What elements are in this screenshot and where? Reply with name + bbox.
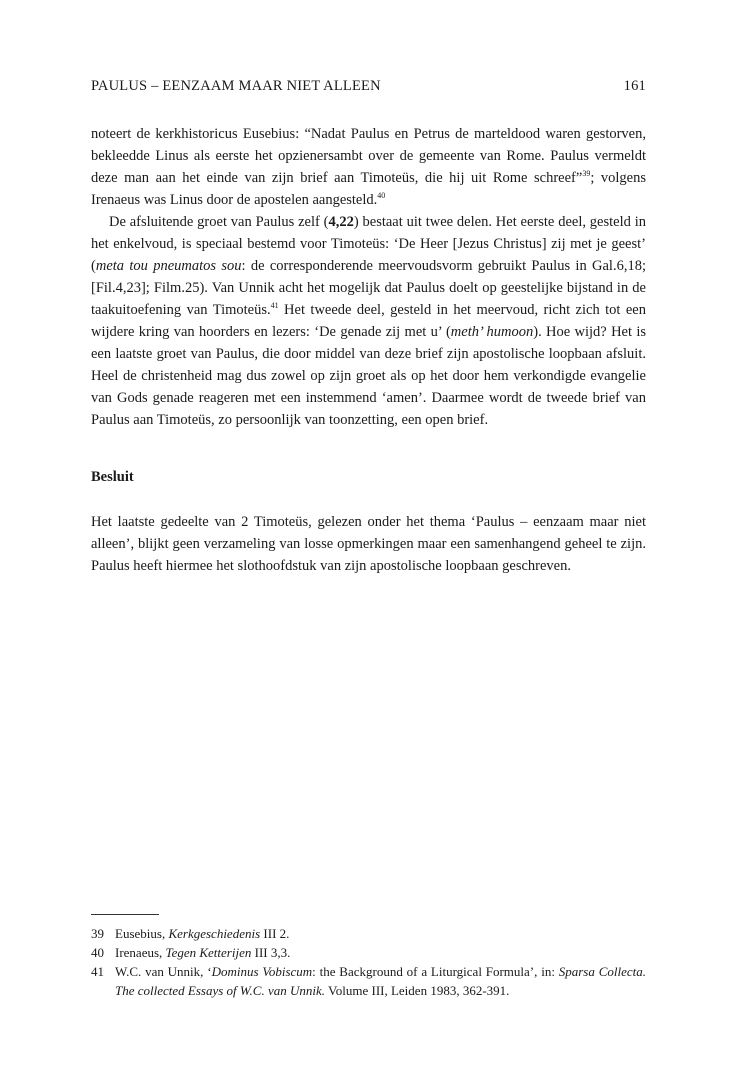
footnote-text: : the Background of a Liturgical Formula’, in: bbox=[312, 964, 559, 979]
footnote-text: III 3,3. bbox=[251, 945, 291, 960]
footnote-text: Irenaeus, bbox=[115, 945, 166, 960]
footnote bbox=[91, 924, 646, 943]
paragraph-1-text-2: ; volgens Irenaeus was Linus door de apostelen aangesteld. bbox=[91, 170, 647, 208]
greek-phrase: meta tou pneumatos sou bbox=[95, 258, 242, 274]
footnote-number: 40 bbox=[91, 945, 104, 960]
footnotes bbox=[91, 924, 646, 1000]
verse-reference: 4,22 bbox=[328, 214, 354, 230]
conclusion-paragraph: Het laatste gedeelte van 2 Timoteüs, gelezen onder het thema ‘Paulus – eenzaam maar niet alleen’, blijkt geen verzameling van losse opmerkingen maar een samenhangend geheel te zijn. Paulus heeft hiermee het slothoofdstuk van zijn apostolische loopbaan geschreven. bbox=[91, 514, 646, 574]
footnote bbox=[91, 962, 646, 1000]
footnote-number: 41 bbox=[91, 964, 104, 979]
footnote-ref-39: 39 bbox=[582, 169, 591, 179]
footnote-text: Eusebius, bbox=[115, 926, 169, 941]
paragraph-2-text: ). Hoe wijd? Het is een laatste groet van Paulus, die door middel van deze brief zijn apostolische loopbaan afsluit. Heel de christenheid mag dus zowel op zijn groet als op het door hem verkondigde evangelie van Gods genade reageren met een instemmend ‘amen’. Daarmee wordt de tweede brief van Paulus aan Timoteüs, zo persoonlijk van toonzetting, een open brief. bbox=[91, 324, 647, 428]
footnote bbox=[91, 943, 646, 962]
paragraph-1-text: noteert de kerkhistoricus Eusebius: “Nadat Paulus en Petrus de marteldood waren gestorven, bekleedde Linus als eerste het opzienersambt over de gemeente van Rome. Paulus vermeldt deze man aan het einde van zijn brief aan Timoteüs, die hij uit Rome schreef” bbox=[91, 126, 646, 186]
paragraph-1 bbox=[91, 123, 646, 211]
paragraph-2-text: : de corresponderende meervoudsvorm gebruikt Paulus in Gal.6,18; [Fil.4,23]; Film.25). Van Unnik acht het mogelijk dat Paulus doelt op geestelijke bijstand in de taakuitoefening van Timoteüs. bbox=[91, 258, 646, 318]
footnote-number: 39 bbox=[91, 926, 104, 941]
paragraph-2-text: ) bestaat uit twee delen. Het eerste deel, gesteld in het enkelvoud, is speciaal bestemd voor Timoteüs: ‘De Heer [Jezus Christus] zij met je geest’ ( bbox=[91, 214, 646, 274]
footnote-text: Volume III, Leiden 1983, 362-391. bbox=[325, 983, 510, 998]
body-text bbox=[91, 123, 646, 431]
running-head-title: PAULUS – EENZAAM MAAR NIET ALLEEN bbox=[91, 78, 381, 94]
footnote-text: III 2. bbox=[260, 926, 290, 941]
footnote-title: Sparsa Collecta. The collected Essays of W.C. van Unnik. bbox=[115, 964, 646, 998]
page-number: 161 bbox=[623, 78, 646, 94]
section-heading: Besluit bbox=[91, 469, 134, 485]
footnote-title: Tegen Ketterijen bbox=[165, 945, 252, 960]
footnote-ref-41: 41 bbox=[270, 301, 279, 311]
footnote-divider bbox=[91, 914, 159, 915]
greek-phrase: meth’ humoon bbox=[450, 324, 534, 340]
footnote-text: W.C. van Unnik, ‘ bbox=[115, 964, 212, 979]
footnote-title: Kerkgeschiedenis bbox=[168, 926, 261, 941]
paragraph-2 bbox=[91, 211, 646, 431]
paragraph-2-text: Het tweede deel, gesteld in het meervoud, richt zich tot een wijdere kring van hoorders en lezers: ‘De genade zij met u’ ( bbox=[91, 302, 646, 340]
footnote-title: Dominus Vobiscum bbox=[211, 964, 313, 979]
footnote-ref-40: 40 bbox=[377, 191, 386, 201]
paragraph-2-text: De afsluitende groet van Paulus zelf ( bbox=[109, 214, 329, 230]
